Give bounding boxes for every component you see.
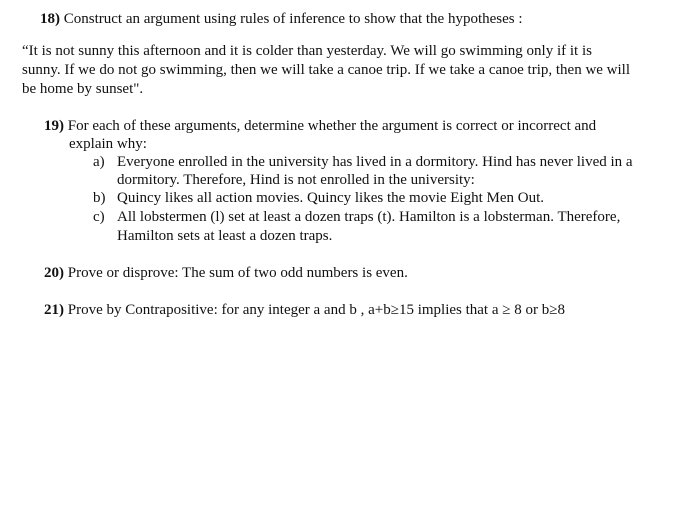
item-c-label: c) bbox=[93, 209, 105, 225]
question-20-number: 20) bbox=[44, 265, 64, 281]
question-21-number: 21) bbox=[44, 302, 64, 318]
question-18-quote-line: “It is not sunny this afternoon and it is colder than yesterday. We will go swimming only if it is bbox=[22, 43, 592, 59]
item-a-label: a) bbox=[93, 154, 105, 170]
question-18-quote-line: be home by sunset". bbox=[22, 81, 144, 97]
item-a-line: dormitory. Therefore, Hind is not enrolled in the university: bbox=[117, 172, 475, 188]
question-19-heading bbox=[44, 117, 596, 135]
item-b-label: b) bbox=[93, 190, 106, 206]
question-19-number: 19) bbox=[44, 118, 64, 134]
question-18-heading bbox=[40, 10, 523, 28]
question-18-intro: Construct an argument using rules of inference to show that the hypotheses : bbox=[60, 11, 523, 27]
item-c-line: All lobstermen (l) set at least a dozen traps (t). Hamilton is a lobsterman. Therefore, bbox=[117, 209, 621, 225]
question-19-intro-line: For each of these arguments, determine whether the argument is correct or incorrect and bbox=[64, 118, 597, 134]
question-21-text: Prove by Contrapositive: for any integer a and b , a+b≥15 implies that a ≥ 8 or b≥8 bbox=[64, 302, 565, 318]
question-18-number: 18) bbox=[40, 11, 60, 27]
question-20 bbox=[44, 264, 408, 282]
question-18-quote-line: sunny. If we do not go swimming, then we will take a canoe trip. If we take a canoe trip, then we will bbox=[22, 62, 631, 78]
item-c-line: Hamilton sets at least a dozen traps. bbox=[117, 228, 333, 244]
question-21 bbox=[44, 301, 565, 319]
item-a-line: Everyone enrolled in the university has lived in a dormitory. Hind has never lived in a bbox=[117, 154, 633, 170]
question-20-text: Prove or disprove: The sum of two odd numbers is even. bbox=[64, 265, 408, 281]
item-b-line: Quincy likes all action movies. Quincy likes the movie Eight Men Out. bbox=[117, 190, 545, 206]
question-19-intro-line: explain why: bbox=[69, 136, 147, 152]
